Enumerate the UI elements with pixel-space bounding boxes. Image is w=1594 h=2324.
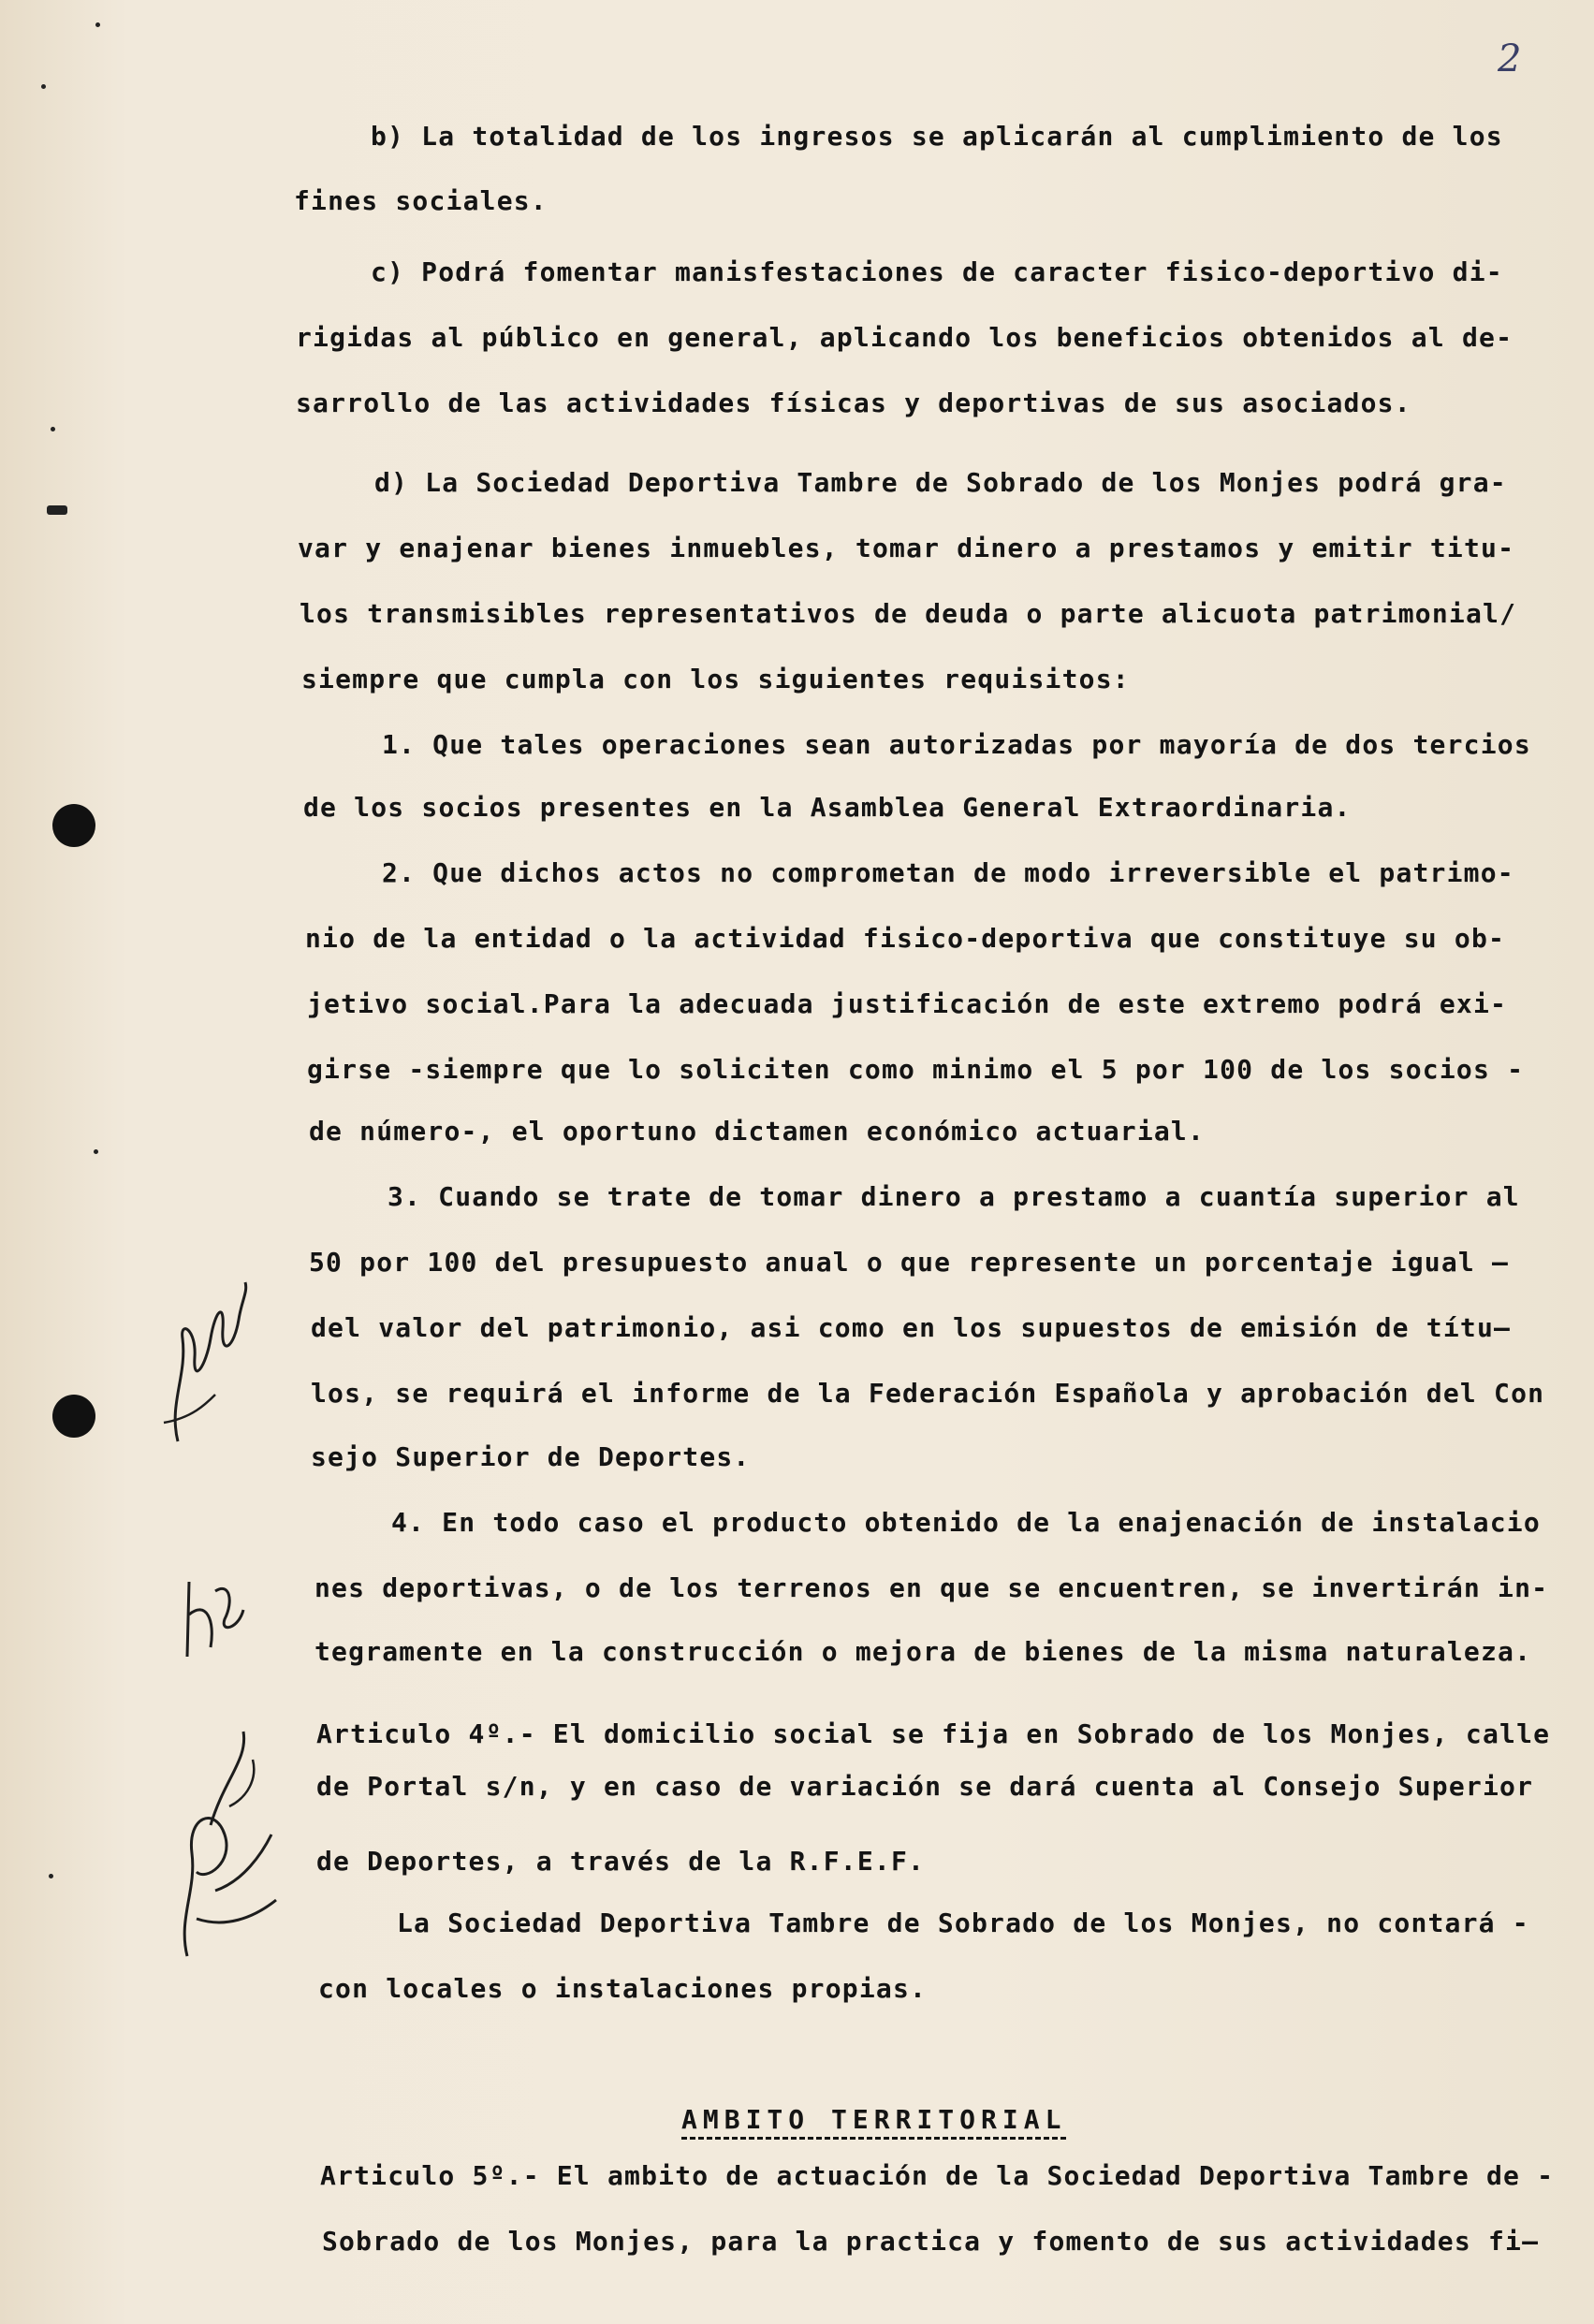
margin-speck: [51, 427, 55, 431]
text-line: nes deportivas, o de los terrenos en que se encuentren, se invertirán in-: [314, 1572, 1549, 1603]
margin-speck: [41, 84, 46, 89]
text-line: 3. Cuando se trate de tomar dinero a prestamo a cuantía superior al: [388, 1181, 1520, 1212]
text-line: de Deportes, a través de la R.F.E.F.: [316, 1846, 926, 1877]
binder-hole-bottom: [52, 1395, 95, 1438]
binder-hole-top: [52, 804, 95, 847]
text-line: siempre que cumpla con los siguientes requisitos:: [301, 664, 1130, 694]
text-line: c) Podrá fomentar manisfestaciones de caracter fisico-deportivo di-: [371, 256, 1503, 287]
text-line: var y enajenar bienes inmuebles, tomar dinero a prestamos y emitir titu-: [298, 533, 1515, 563]
text-line: nio de la entidad o la actividad fisico-deportiva que constituye su ob-: [305, 923, 1506, 954]
text-line: de Portal s/n, y en caso de variación se dará cuenta al Consejo Superior: [316, 1771, 1534, 1802]
marginal-signature-2: [159, 1544, 253, 1666]
text-line: tegramente en la construcción o mejora de bienes de la misma naturaleza.: [314, 1636, 1532, 1667]
text-line: jetivo social.Para la adecuada justificación de este extremo podrá exi-: [307, 988, 1508, 1019]
text-line: 50 por 100 del presupuesto anual o que represente un porcentaje igual —: [309, 1247, 1510, 1278]
section-heading: AMBITO TERRITORIAL: [681, 2104, 1066, 2140]
margin-speck: [49, 1874, 53, 1878]
marginal-signature-1: [140, 1264, 262, 1451]
text-line: del valor del patrimonio, asi como en los supuestos de emisión de títu—: [311, 1312, 1512, 1343]
text-line: 2. Que dichos actos no comprometan de modo irreversible el patrimo-: [382, 857, 1514, 888]
text-line: Articulo 4º.- El domicilio social se fija en Sobrado de los Monjes, calle: [316, 1718, 1551, 1749]
text-line: d) La Sociedad Deportiva Tambre de Sobrado de los Monjes podrá gra-: [374, 467, 1507, 498]
text-line: Sobrado de los Monjes, para la practica y fomento de sus actividades fi—: [322, 2226, 1540, 2257]
text-line: de los socios presentes en la Asamblea General Extraordinaria.: [303, 792, 1352, 823]
text-line: girse -siempre que lo soliciten como minimo el 5 por 100 de los socios -: [307, 1054, 1525, 1085]
text-line: 4. En todo caso el producto obtenido de la enajenación de instalacio: [391, 1507, 1541, 1538]
text-line: sejo Superior de Deportes.: [311, 1441, 751, 1472]
text-line: b) La totalidad de los ingresos se aplicarán al cumplimiento de los: [371, 121, 1503, 152]
text-line: los transmisibles representativos de deuda o parte alicuota patrimonial/: [300, 598, 1517, 629]
text-line: sarrollo de las actividades físicas y deportivas de sus asociados.: [296, 387, 1411, 418]
text-line: de número-, el oportuno dictamen económico actuarial.: [309, 1116, 1206, 1147]
text-line: rigidas al público en general, aplicando los beneficios obtenidos al de-: [296, 322, 1514, 353]
margin-speck: [95, 22, 100, 27]
marginal-signature-3: [159, 1703, 290, 1966]
text-line: Articulo 5º.- El ambito de actuación de la Sociedad Deportiva Tambre de -: [320, 2160, 1555, 2191]
text-line: 1. Que tales operaciones sean autorizadas por mayoría de dos tercios: [382, 729, 1531, 760]
text-line: La Sociedad Deportiva Tambre de Sobrado de los Monjes, no contará -: [397, 1907, 1529, 1938]
text-line: fines sociales.: [294, 185, 548, 216]
page-number: 2: [1498, 37, 1522, 80]
margin-mark: [47, 505, 67, 515]
margin-speck: [94, 1149, 98, 1154]
text-line: los, se requirá el informe de la Federación Española y aprobación del Con: [311, 1378, 1545, 1409]
text-line: con locales o instalaciones propias.: [318, 1973, 928, 2004]
